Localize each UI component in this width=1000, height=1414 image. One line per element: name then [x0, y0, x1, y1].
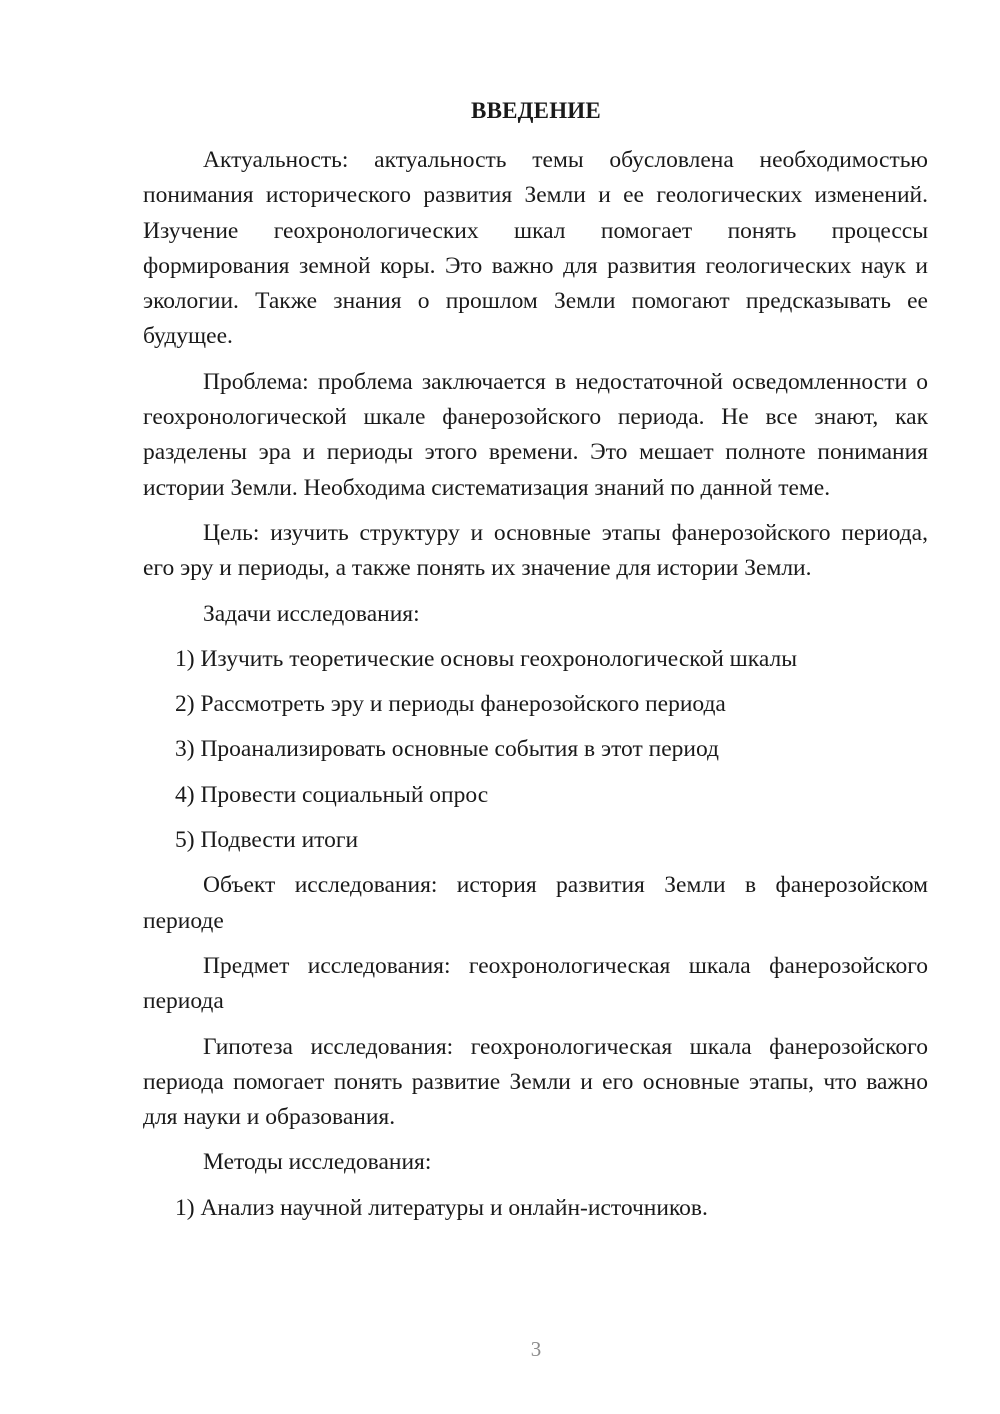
task-item-1: 1) Изучить теоретические основы геохронологической шкалы: [175, 645, 797, 672]
task-item-2: 2) Рассмотреть эру и периоды фанерозойского периода: [175, 691, 726, 718]
hypothesis-paragraph: Гипотеза исследования: геохронологическая шкала фанерозойского периода помогает понять развитие Земли и его основные этапы, что важно для науки и образования.: [143, 1033, 928, 1131]
task-item-4: 4) Провести социальный опрос: [175, 781, 489, 808]
goal-paragraph: Цель: изучить структуру и основные этапы фанерозойского периода, его эру и периоды, а также понять их значение для истории Земли.: [143, 519, 928, 582]
page-title: ВВЕДЕНИЕ: [471, 98, 601, 123]
page-number: 3: [530, 1337, 542, 1361]
task-item-3: 3) Проанализировать основные события в этот период: [175, 736, 719, 763]
problem-paragraph: Проблема: проблема заключается в недостаточной осведомленности о геохронологической шкале фанерозойского периода. Не все знают, как разделены эра и периоды этого времени. Это мешает полноте понимания истории Земли. Необходима систематизация знаний по данной теме.: [143, 368, 928, 501]
object-paragraph: Объект исследования: история развития Земли в фанерозойском периоде: [143, 872, 928, 934]
tasks-heading: Задачи исследования:: [203, 600, 420, 627]
task-item-5: 5) Подвести итоги: [175, 827, 359, 854]
document-body: [143, 143, 928, 1236]
relevance-paragraph: Актуальность: актуальность темы обусловлена необходимостью понимания исторического развития Земли и ее геологических изменений. Изучение геохронологических шкал помогает понять процессы формирования земной коры. Это важно для развития геологических наук и экологии. Также знания о прошлом Земли помогают предсказывать ее будущее.: [143, 147, 928, 350]
methods-heading: Методы исследования:: [203, 1149, 432, 1176]
method-item-1: 1) Анализ научной литературы и онлайн-источников.: [175, 1194, 708, 1221]
subject-paragraph: Предмет исследования: геохронологическая шкала фанерозойского периода: [143, 952, 928, 1015]
